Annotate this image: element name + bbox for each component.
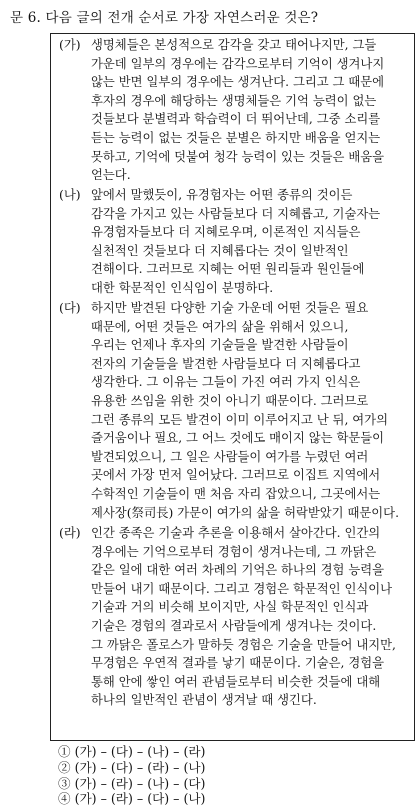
paragraph-label: (가) xyxy=(59,37,81,52)
paragraph-ra xyxy=(59,524,406,710)
passage-line: 제사장(祭司長) 가문이 여가의 삶을 허락받았기 때문이다. xyxy=(91,504,400,520)
choice-4[interactable]: ④ (가) – (라) – (다) – (나) xyxy=(58,791,206,807)
passage-line: 즐거움이나 필요, 그 어느 것에도 매이지 않는 학문들이 xyxy=(91,430,385,446)
question-text: 다음 글의 전개 순서로 가장 자연스러운 것은? xyxy=(45,10,319,26)
passage-line: 인간 종족은 기술과 추론을 이용해서 살아간다. 인간의 xyxy=(91,525,381,540)
passage-line: 기술과 거의 비슷해 보이지만, 사실 학문적인 인식과 xyxy=(91,599,369,615)
passage-line: 같은 일에 대한 여러 차례의 기억은 하나의 경험 능력을 xyxy=(91,562,385,578)
passage-line: 감각을 가지고 있는 사람들보다 더 지혜롭고, 기술자는 xyxy=(91,205,381,221)
passage-line: 유경험자들보다 더 지혜로우며, 이론적인 지식들은 xyxy=(91,224,361,240)
passage-line: 가운데 일부의 경우에는 감각으로부터 기억이 생겨나지 xyxy=(91,55,385,71)
passage-line: 우리는 언제나 후자의 기술들을 발견한 사람들이 xyxy=(91,337,349,353)
passage-line: 못하고, 기억에 덧붙여 청각 능력이 있는 것들은 배움을 xyxy=(91,148,385,164)
passage-line: 하나의 일반적인 관념이 생겨날 때 생긴다. xyxy=(91,692,317,708)
choice-3[interactable]: ③ (가) – (라) – (나) – (다) xyxy=(58,775,206,791)
choice-2[interactable]: ② (가) – (다) – (라) – (나) xyxy=(58,759,206,775)
passage-line: 때문에, 어떤 것들은 여가의 삶을 위해서 있으니, xyxy=(91,318,349,334)
passage-line: 대한 학문적인 인식임이 분명하다. xyxy=(91,279,274,295)
paragraph-ga xyxy=(59,36,406,185)
choice-1[interactable]: ① (가) – (다) – (나) – (라) xyxy=(58,744,206,759)
passage-line: 그 까닭은 폴로스가 말하듯 경험은 기술을 만들어 내지만, xyxy=(91,636,396,652)
passage-line: 생각한다. 그 이유는 그들이 가진 여러 가지 인식은 xyxy=(91,374,361,390)
passage-line: 기술은 경험의 결과로서 사람들에게 생겨나는 것이다. xyxy=(91,617,377,633)
paragraph-label: (라) xyxy=(59,525,81,540)
passage-line: 무경험은 우연적 결과를 낳기 때문이다. 기술은, 경험을 xyxy=(91,655,385,671)
passage-box xyxy=(50,33,415,741)
passage-line: 듣는 능력이 없는 것들은 분별은 하지만 배움을 얻지는 xyxy=(91,129,381,145)
passage-line: 견해이다. 그러므로 지혜는 어떤 원리들과 원인들에 xyxy=(91,261,365,277)
passage-line: 앞에서 말했듯이, 유경험자는 어떤 종류의 것이든 xyxy=(91,187,353,202)
passage-line: 얻는다. xyxy=(91,167,131,183)
passage-line: 발견되었으니, 그 일은 사람들이 여가를 누렸던 여러 xyxy=(91,448,369,464)
passage-line: 통해 안에 쌓인 여러 관념들로부터 비슷한 것들에 대해 xyxy=(91,673,381,689)
paragraph-da xyxy=(59,299,406,522)
paragraph-label: (나) xyxy=(59,187,81,202)
passage-line: 않는 반면 일부의 경우에는 생겨난다. 그리고 그 때문에 xyxy=(91,74,385,90)
passage-line: 곳에서 가장 먼저 일어났다. 그러므로 이집트 지역에서 xyxy=(91,467,381,483)
passage-line: 생명체들은 본성적으로 감각을 갖고 태어나지만, 그들 xyxy=(91,37,377,52)
passage-line: 수학적인 기술들이 맨 처음 자리 잡았으니, 그곳에서는 xyxy=(91,485,381,501)
paragraph-label: (다) xyxy=(59,300,81,315)
passage-line: 후자의 경우에 해당하는 생명체들은 기억 능력이 없는 xyxy=(91,92,377,108)
passage-line: 전자의 기술들을 발견한 사람들보다 더 지혜롭다고 xyxy=(91,355,361,371)
question-heading xyxy=(10,6,318,26)
passage-line: 만들어 내기 때문이다. 그리고 경험은 학문적인 인식이나 xyxy=(91,580,393,596)
question-number: 문 6. xyxy=(10,10,42,26)
passage-line: 그런 종류의 모든 발견이 이미 이루어지고 난 뒤, 여가의 xyxy=(91,411,388,427)
passage-line: 실천적인 것들보다 더 지혜롭다는 것이 일반적인 xyxy=(91,242,349,258)
paragraph-na xyxy=(59,186,406,298)
passage-line: 것들보다 분별력과 학습력이 더 뛰어난데, 그중 소리를 xyxy=(91,111,381,127)
passage-line: 경우에는 기억으로부터 경험이 생겨나는데, 그 까닭은 xyxy=(91,543,377,559)
passage-line: 유용한 쓰임을 위한 것이 아니기 때문이다. 그러므로 xyxy=(91,392,369,408)
passage-line: 하지만 발견된 다양한 기술 가운데 어떤 것들은 필요 xyxy=(91,300,369,315)
